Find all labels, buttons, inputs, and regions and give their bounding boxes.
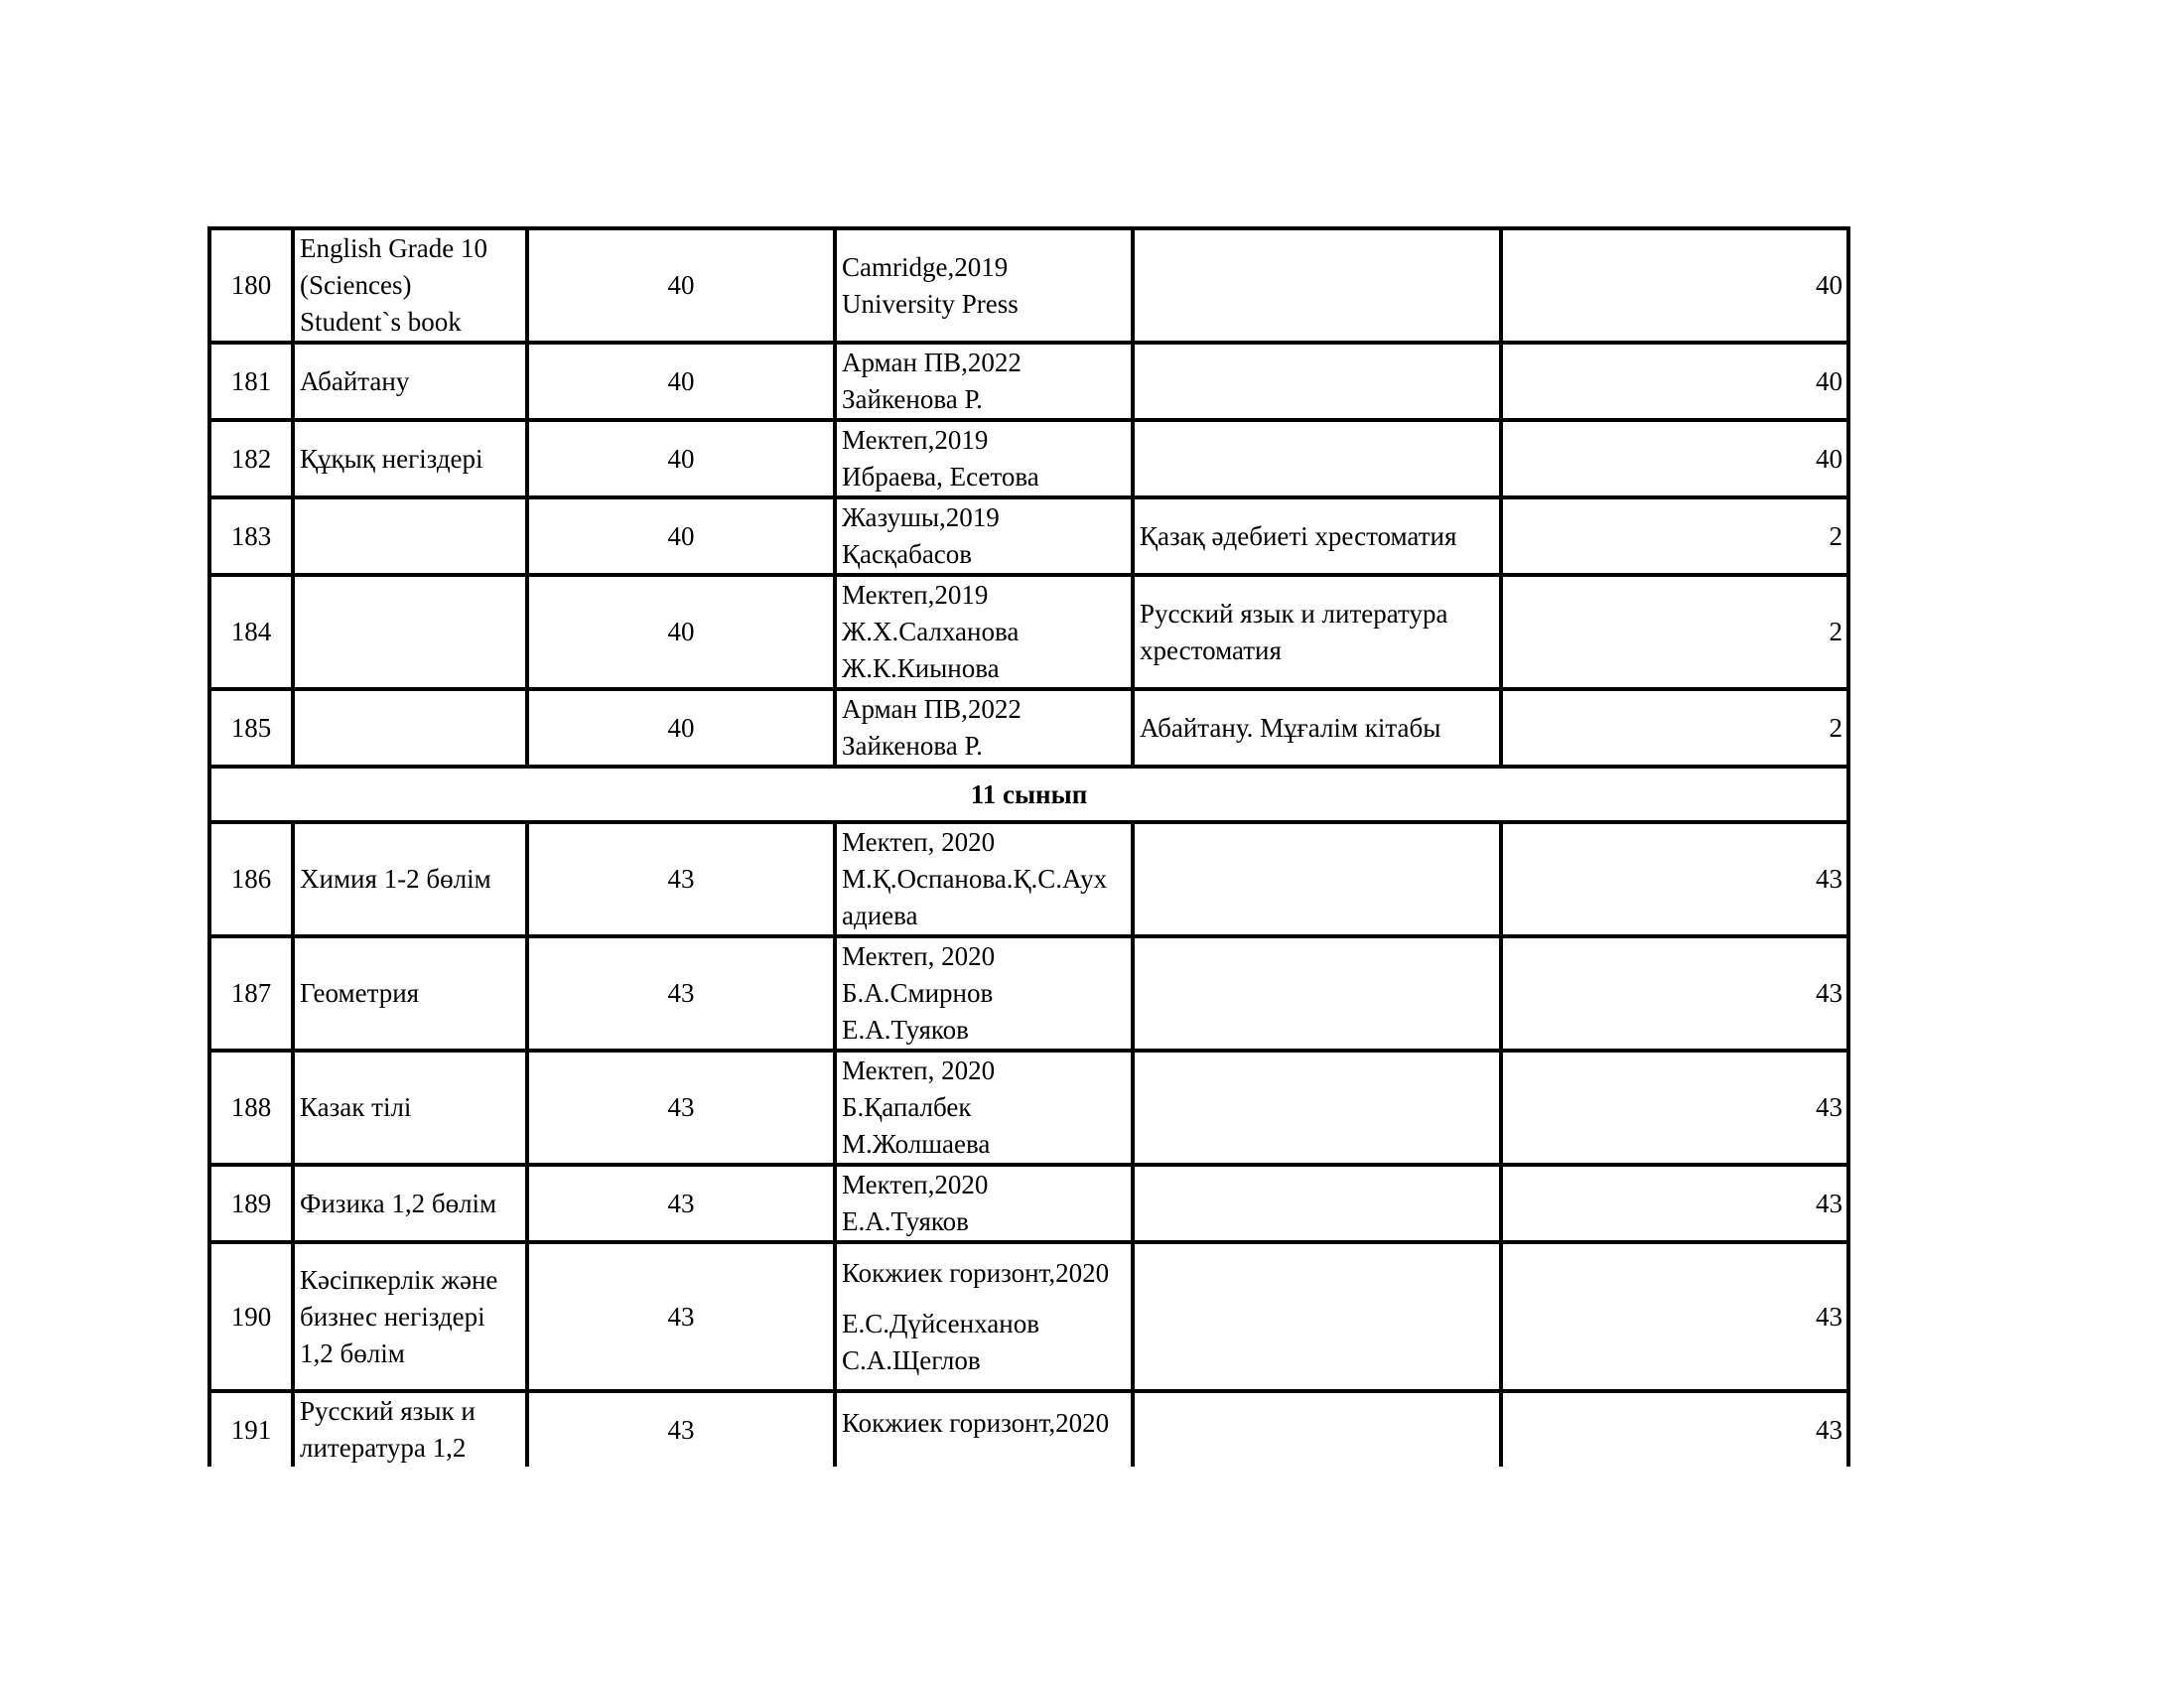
publisher-authors [835,822,1133,936]
supplementary-title [1133,228,1501,343]
table-row [209,936,1848,1051]
total-count: 2 [1501,575,1848,689]
publisher-line [842,1292,1126,1306]
book-title-line: 1,2 бөлім [300,1337,405,1368]
publisher-line: С.А.Щеглов [842,1344,981,1375]
publisher-line: Е.С.Дүйсенханов [842,1308,1039,1338]
supplementary-title [1133,343,1501,420]
publisher-line: Б.Қапалбек [842,1092,972,1122]
publisher-line: Е.А.Туяков [842,1015,969,1045]
book-title [293,497,527,575]
row-number: 187 [209,936,293,1051]
row-number: 182 [209,420,293,497]
publisher-authors [835,420,1133,497]
publisher-line: Жазушы,2019 [842,502,1000,532]
row-number: 183 [209,497,293,575]
total-count: 43 [1501,822,1848,936]
publisher-line [842,1442,1126,1456]
book-title [293,343,527,420]
table-body-grade10 [209,228,1848,767]
table-row [209,1242,1848,1391]
book-title-line: Казак тілі [300,1092,412,1122]
publisher-line: Мектеп, 2020 [842,827,996,857]
publisher-authors [835,228,1133,343]
publisher-line: адиева [842,901,918,930]
table-body-grade11 [209,822,1848,1467]
publisher-line: Кокжиек горизонт,2020 [842,1257,1110,1288]
student-count: 43 [527,822,835,936]
student-count: 40 [527,420,835,497]
row-number: 188 [209,1051,293,1165]
table-row [209,343,1848,420]
book-title [293,1391,527,1467]
book-title [293,689,527,767]
publisher-line: М.Қ.Оспанова.Қ.С.Аух [842,864,1108,894]
publisher-line: Ж.К.Киынова [842,653,1000,683]
total-count: 43 [1501,1242,1848,1391]
book-title [293,575,527,689]
student-count: 40 [527,689,835,767]
publisher-authors [835,497,1133,575]
book-title-line: Құқық негіздері [300,443,483,474]
student-count: 40 [527,228,835,343]
publisher-authors [835,1165,1133,1242]
total-count: 43 [1501,1391,1848,1467]
supplementary-title [1133,1391,1501,1467]
supplementary-title [1133,1165,1501,1242]
book-title-line: (Sciences) [300,270,412,300]
publisher-line: Қасқабасов [842,539,973,569]
total-count: 2 [1501,497,1848,575]
student-count: 43 [527,1391,835,1467]
publisher-authors [835,343,1133,420]
book-title [293,228,527,343]
row-number: 181 [209,343,293,420]
publisher-line: Мектеп,2020 [842,1170,989,1199]
book-title-line: литература 1,2 [300,1433,467,1463]
table-row [209,689,1848,767]
table-row [209,420,1848,497]
section-row [209,767,1848,822]
book-title [293,1242,527,1391]
book-title-line: Геометрия [300,978,420,1008]
book-title-line: English Grade 10 [300,233,487,263]
row-number: 190 [209,1242,293,1391]
publisher-line: М.Жолшаева [842,1129,991,1159]
student-count: 43 [527,1165,835,1242]
book-title-line: бизнес негіздері [300,1301,485,1332]
row-number: 191 [209,1391,293,1467]
book-title [293,1165,527,1242]
publisher-authors [835,689,1133,767]
book-title-line: Русский язык и [300,1396,476,1426]
supplementary-title: Қазақ әдебиеті хрестоматия [1133,497,1501,575]
book-title-line: Физика 1,2 бөлім [300,1188,497,1218]
publisher-line: Кокжиек горизонт,2020 [842,1407,1110,1438]
total-count: 40 [1501,420,1848,497]
book-title [293,936,527,1051]
book-title-line: Кәсіпкерлік және [300,1264,498,1295]
table-row [209,497,1848,575]
row-number: 185 [209,689,293,767]
student-count: 40 [527,497,835,575]
book-title [293,1051,527,1165]
publisher-authors [835,936,1133,1051]
publisher-line: Арман ПВ,2022 [842,694,1022,724]
supplementary-title: Абайтану. Мұғалім кітабы [1133,689,1501,767]
total-count: 43 [1501,1165,1848,1242]
row-number: 189 [209,1165,293,1242]
table-row [209,228,1848,343]
supplementary-title: Русский язык и литература хрестоматия [1133,575,1501,689]
publisher-line: Зайкенова Р. [842,731,983,761]
book-title-line: Химия 1-2 бөлім [300,864,491,894]
publisher-line: Ж.Х.Салханова [842,617,1020,646]
row-number: 186 [209,822,293,936]
supplementary-title [1133,822,1501,936]
student-count: 43 [527,936,835,1051]
section-heading: 11 сынып [209,767,1848,822]
book-title-line: Абайтану [300,365,410,396]
textbook-table [207,226,1850,1467]
total-count: 43 [1501,1051,1848,1165]
total-count: 2 [1501,689,1848,767]
publisher-authors [835,1051,1133,1165]
supplementary-title [1133,1051,1501,1165]
student-count: 40 [527,575,835,689]
table-row [209,1051,1848,1165]
supplementary-title [1133,420,1501,497]
student-count: 40 [527,343,835,420]
total-count: 43 [1501,936,1848,1051]
row-number: 180 [209,228,293,343]
publisher-line: Мектеп,2019 [842,425,989,455]
publisher-line: Мектеп, 2020 [842,1055,996,1085]
student-count: 43 [527,1242,835,1391]
publisher-line: University Press [842,288,1019,319]
publisher-line: Camridge,2019 [842,251,1009,282]
student-count: 43 [527,1051,835,1165]
publisher-authors [835,1242,1133,1391]
row-number: 184 [209,575,293,689]
publisher-line: Арман ПВ,2022 [842,348,1022,377]
book-title [293,420,527,497]
table-row [209,822,1848,936]
book-title-line: Student`s book [300,307,462,337]
publisher-line: Ибраева, Есетова [842,462,1039,492]
publisher-line: Зайкенова Р. [842,384,983,414]
total-count: 40 [1501,343,1848,420]
book-title [293,822,527,936]
publisher-authors [835,1391,1133,1467]
publisher-line: Мектеп, 2020 [842,941,996,971]
publisher-authors [835,575,1133,689]
total-count: 40 [1501,228,1848,343]
publisher-line: Мектеп,2019 [842,580,989,610]
publisher-line: Б.А.Смирнов [842,978,994,1008]
supplementary-title [1133,1242,1501,1391]
supplementary-title [1133,936,1501,1051]
table-row [209,1165,1848,1242]
publisher-line: Е.А.Туяков [842,1206,969,1236]
table-row [209,575,1848,689]
table-row [209,1391,1848,1467]
